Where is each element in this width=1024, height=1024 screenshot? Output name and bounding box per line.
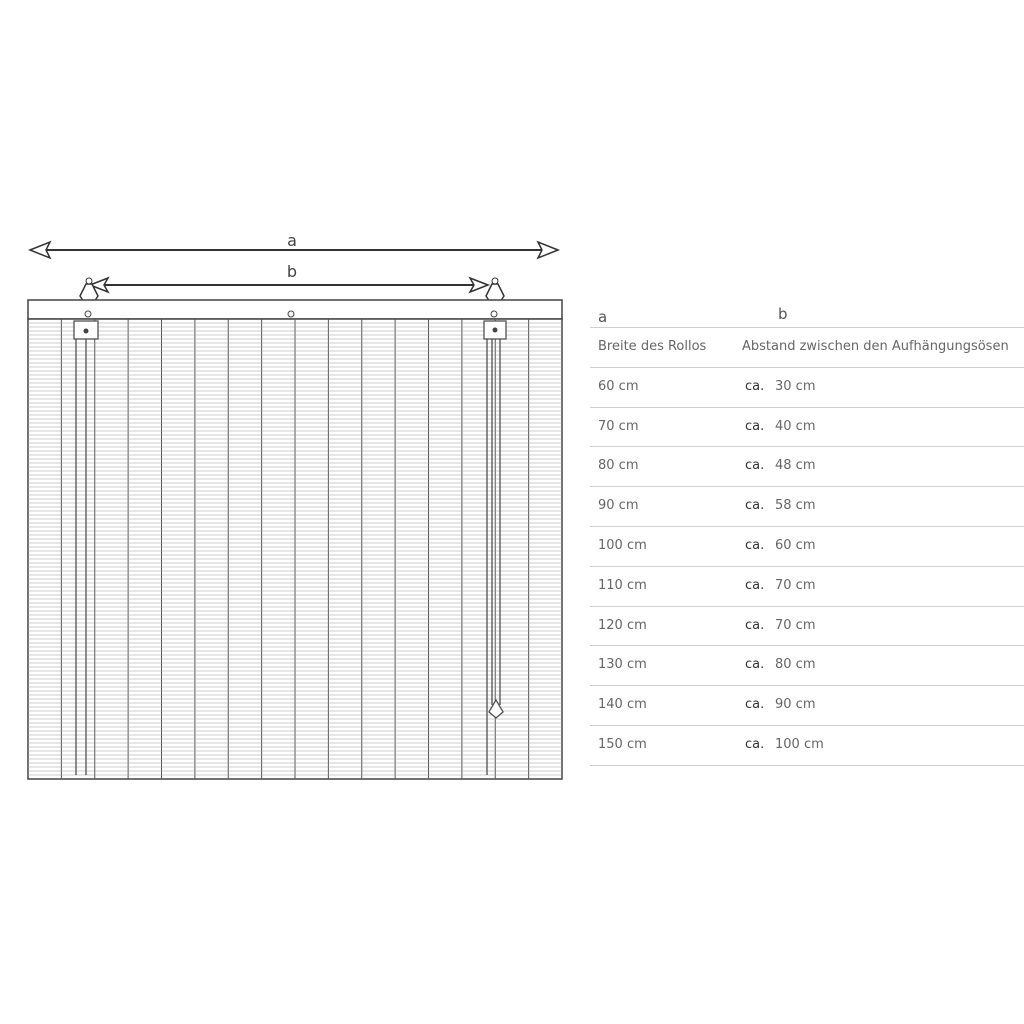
label-b: b [286, 262, 298, 281]
row-approx: ca. [745, 577, 765, 593]
row-eyelet-distance: 100 cm [775, 736, 824, 752]
hanging-hook-left [80, 278, 98, 302]
row-width: 150 cm [598, 736, 647, 752]
row-approx: ca. [745, 736, 765, 752]
table-header-row [590, 327, 1024, 367]
row-eyelet-distance: 58 cm [775, 498, 816, 514]
row-width: 70 cm [598, 418, 639, 434]
row-approx: ca. [745, 498, 765, 514]
header-width: Breite des Rollos [598, 339, 707, 354]
header-eyelet-distance: Abstand zwischen den Aufhängungsösen [742, 339, 1009, 354]
row-width: 60 cm [598, 378, 639, 394]
size-table [590, 327, 1024, 766]
table-row [590, 486, 1024, 526]
row-approx: ca. [745, 617, 765, 633]
row-eyelet-distance: 48 cm [775, 458, 816, 474]
row-approx: ca. [745, 458, 765, 474]
row-width: 100 cm [598, 537, 647, 553]
table-row [590, 685, 1024, 725]
table-row [590, 606, 1024, 646]
row-approx: ca. [745, 378, 765, 394]
table-row [590, 645, 1024, 685]
row-eyelet-distance: 90 cm [775, 697, 816, 713]
row-eyelet-distance: 70 cm [775, 617, 816, 633]
label-a: a [287, 231, 297, 250]
table-row [590, 566, 1024, 606]
top-rail [28, 300, 562, 319]
row-approx: ca. [745, 418, 765, 434]
table-row [590, 446, 1024, 486]
row-approx: ca. [745, 657, 765, 673]
table-row [590, 725, 1024, 766]
hanging-hook-right [486, 278, 504, 302]
row-eyelet-distance: 60 cm [775, 537, 816, 553]
table-row [590, 367, 1024, 407]
table-row [590, 407, 1024, 447]
row-width: 130 cm [598, 657, 647, 673]
column-letter-b: b [778, 305, 788, 323]
table-row [590, 526, 1024, 566]
row-width: 110 cm [598, 577, 647, 593]
column-letter-a: a [598, 308, 608, 326]
row-width: 120 cm [598, 617, 647, 633]
row-width: 80 cm [598, 458, 639, 474]
blind-slats [28, 319, 562, 779]
row-approx: ca. [745, 537, 765, 553]
row-eyelet-distance: 40 cm [775, 418, 816, 434]
row-approx: ca. [745, 697, 765, 713]
row-width: 90 cm [598, 498, 639, 514]
row-eyelet-distance: 30 cm [775, 378, 816, 394]
row-eyelet-distance: 70 cm [775, 577, 816, 593]
row-eyelet-distance: 80 cm [775, 657, 816, 673]
row-width: 140 cm [598, 697, 647, 713]
